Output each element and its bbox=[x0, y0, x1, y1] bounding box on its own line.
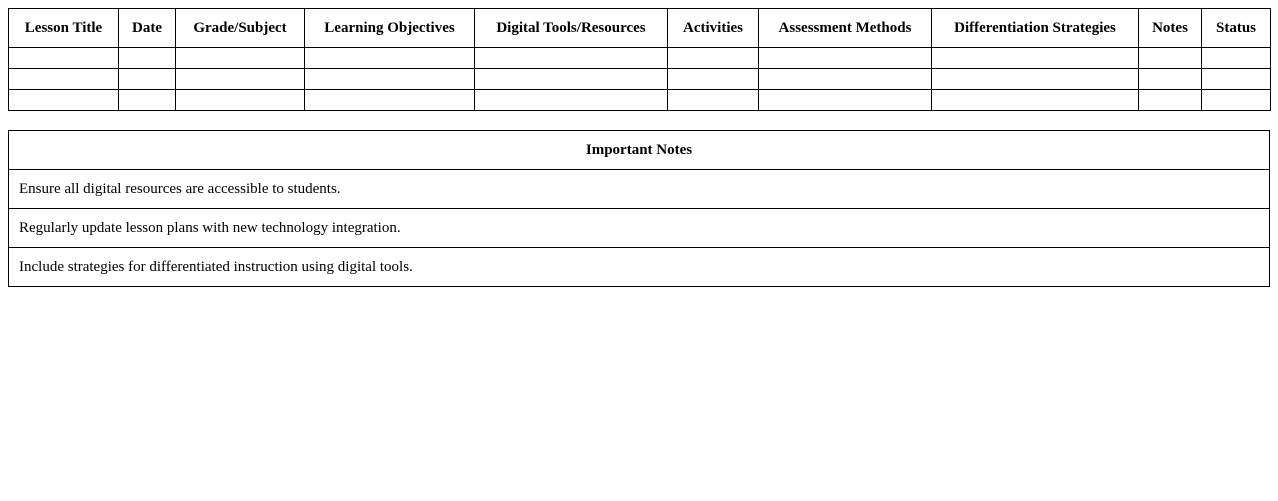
note-item: Regularly update lesson plans with new technology integration. bbox=[9, 209, 1270, 248]
table-cell[interactable] bbox=[176, 48, 305, 69]
header-learning-objectives: Learning Objectives bbox=[305, 9, 475, 48]
header-notes: Notes bbox=[1139, 9, 1202, 48]
table-cell[interactable] bbox=[668, 69, 759, 90]
lesson-plan-table bbox=[8, 8, 1271, 111]
table-cell[interactable] bbox=[759, 90, 932, 111]
table-cell[interactable] bbox=[932, 90, 1139, 111]
table-cell[interactable] bbox=[1139, 90, 1202, 111]
table-cell[interactable] bbox=[176, 69, 305, 90]
table-cell[interactable] bbox=[119, 48, 176, 69]
header-date: Date bbox=[119, 9, 176, 48]
list-item bbox=[9, 170, 1270, 209]
table-cell[interactable] bbox=[305, 69, 475, 90]
note-item: Ensure all digital resources are accessible to students. bbox=[9, 170, 1270, 209]
table-row bbox=[9, 69, 1271, 90]
table-cell[interactable] bbox=[932, 48, 1139, 69]
list-item bbox=[9, 248, 1270, 287]
table-row bbox=[9, 90, 1271, 111]
table-cell[interactable] bbox=[305, 48, 475, 69]
table-cell[interactable] bbox=[1139, 48, 1202, 69]
table-cell[interactable] bbox=[176, 90, 305, 111]
header-digital-tools-resources: Digital Tools/Resources bbox=[475, 9, 668, 48]
header-lesson-title: Lesson Title bbox=[9, 9, 119, 48]
table-header-row bbox=[9, 9, 1271, 48]
table-cell[interactable] bbox=[119, 69, 176, 90]
header-assessment-methods: Assessment Methods bbox=[759, 9, 932, 48]
table-cell[interactable] bbox=[475, 48, 668, 69]
header-differentiation-strategies: Differentiation Strategies bbox=[932, 9, 1139, 48]
table-cell[interactable] bbox=[1202, 69, 1271, 90]
table-cell[interactable] bbox=[475, 69, 668, 90]
table-cell[interactable] bbox=[668, 90, 759, 111]
table-cell[interactable] bbox=[1139, 69, 1202, 90]
header-grade-subject: Grade/Subject bbox=[176, 9, 305, 48]
table-cell[interactable] bbox=[475, 90, 668, 111]
header-status: Status bbox=[1202, 9, 1271, 48]
important-notes-table bbox=[8, 130, 1270, 287]
table-cell[interactable] bbox=[1202, 90, 1271, 111]
table-cell[interactable] bbox=[9, 48, 119, 69]
note-item: Include strategies for differentiated instruction using digital tools. bbox=[9, 248, 1270, 287]
table-cell[interactable] bbox=[668, 48, 759, 69]
table-cell[interactable] bbox=[305, 90, 475, 111]
list-item bbox=[9, 209, 1270, 248]
table-cell[interactable] bbox=[759, 69, 932, 90]
table-cell[interactable] bbox=[9, 90, 119, 111]
page-content bbox=[8, 8, 1270, 287]
table-cell[interactable] bbox=[1202, 48, 1271, 69]
table-cell[interactable] bbox=[119, 90, 176, 111]
table-row bbox=[9, 48, 1271, 69]
notes-title: Important Notes bbox=[9, 131, 1270, 170]
table-cell[interactable] bbox=[759, 48, 932, 69]
notes-header-row bbox=[9, 131, 1270, 170]
table-cell[interactable] bbox=[932, 69, 1139, 90]
table-cell[interactable] bbox=[9, 69, 119, 90]
header-activities: Activities bbox=[668, 9, 759, 48]
